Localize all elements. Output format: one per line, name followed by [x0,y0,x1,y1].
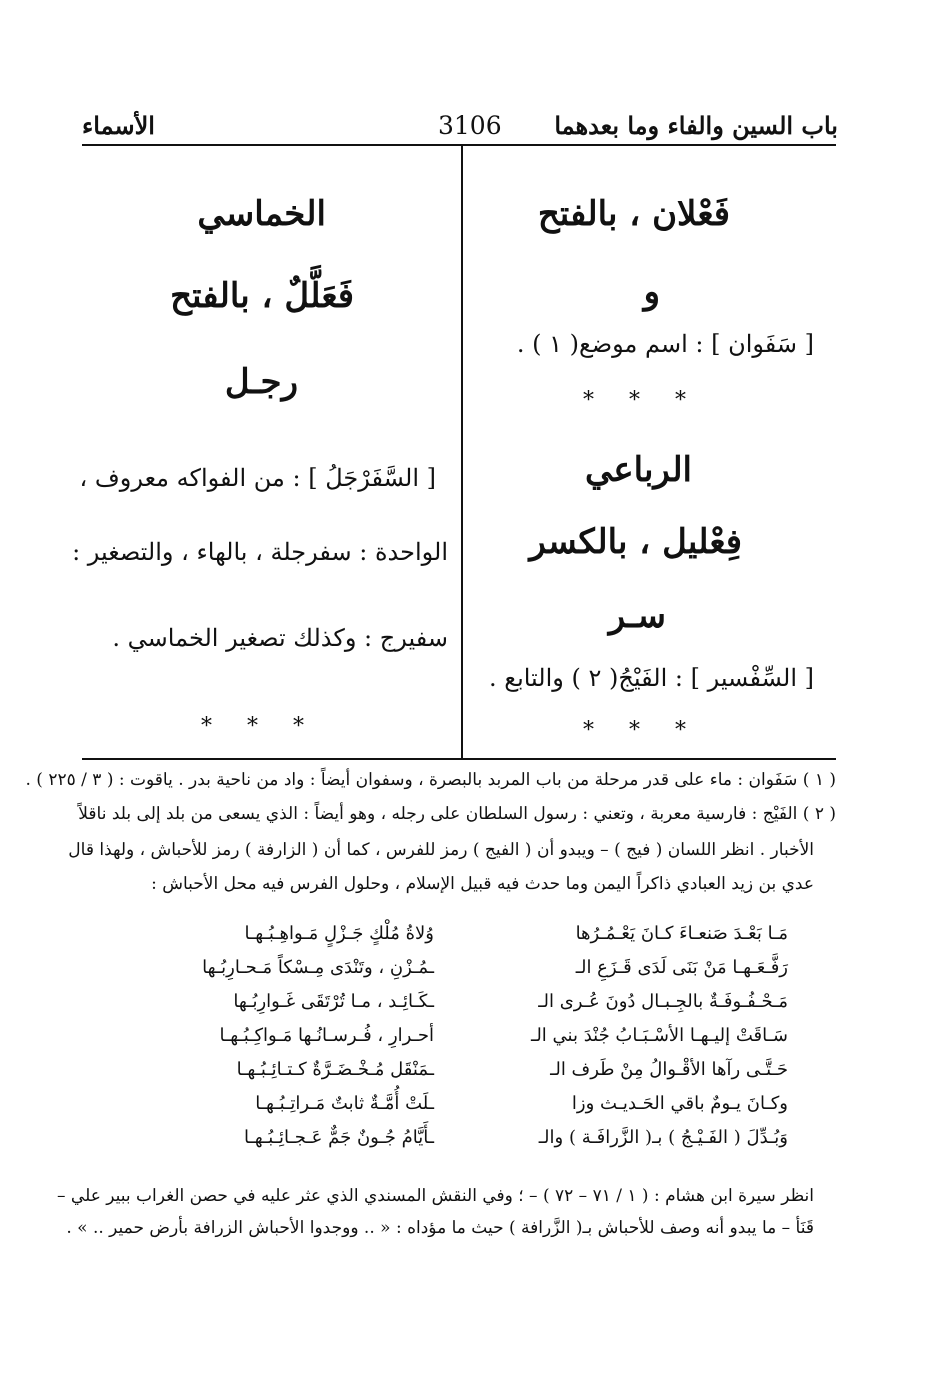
poem-right-3: مَـحْـفُـوفَـةٌ بالجِـبـال دُونَ عُـرى الـ [538,991,788,1012]
running-header-right: باب السين والفاء وما بعدهما [554,111,838,140]
column-divider [461,146,463,758]
footnote-after-1: انظر سيرة ابن هشام : ( ١ / ٧١ – ٧٢ ) – ؛ وفي النقش المسندي الذي عثر عليه في حصن الغراب ببير علي – [57,1186,814,1206]
poem-left-3: ـكَـائِـد ، مـا تُرْتَقَى غَـوارِبُـها [233,991,434,1012]
root-rjl: رجـل [224,362,298,402]
heading-conj: و [643,272,660,312]
footnote-2-line-2: الأخبار . انظر اللسان ( فيج ) – ويبدو أن ( الفيج ) رمز للفرس ، كما أن ( الزارفة ) رمز للأحباش ، ولهذا قال [68,840,814,860]
footnote-rule [82,758,836,760]
entry-safarjal: [ السَّفَرْجَلُ ] : من الفواكه معروف ، [79,464,436,492]
running-header-left: الأسماء [82,111,155,140]
poem-left-4: أحـرارِ ، فُـرسـانُـها مَـواكِـبُـهـا [219,1025,434,1046]
entry-line-3: سفيرج : وكذلك تصغير الخماسي . [112,624,448,652]
poem-left-1: وُلاةُ مُلْكٍ جَـزْلٍ مَـواهِـبُـهـا [244,923,434,944]
heading-khumasi: الخماسي [197,194,326,234]
poem-left-6: ـلَتْ أُمَّـةٌ ثابتٌ مَـراتِـبُـهـا [255,1093,434,1114]
poem-left-5: ـمَنْقَل مُـخْـضَـرَّةٌ كـتـائِـبُـهـا [236,1059,434,1080]
footnote-2-line-1: ( ٢ ) الفَيْج : فارسية معربة ، وتعني : رسول السلطان على رجله ، وهو أيضاً : الذي يسعى من بلد إلى بلد ناقلاً [78,804,836,824]
footnote-2-line-3: عدي بن زيد العبادي ذاكراً اليمن وما حدث فيه قبيل الإسلام ، وحلول الفرس فيه محل الأحباش : [151,874,814,894]
heading-falan: فَعْلان ، بالفتح [537,194,730,234]
entry-line-2: الواحدة : سفرجلة ، بالهاء ، والتصغير : [72,538,448,566]
poem-left-2: ـمُـزْنِ ، وتَنْدَى مِـسْكاً مَـحـارِبُـها [202,957,434,978]
poem-right-2: رَفَّـعَـهـا مَنْ بَنَى لَدَى قَـزَعِ الـ [575,957,788,978]
footnotes [25,768,836,1248]
separator-stars-1: * * * [583,388,700,413]
separator-stars-2: * * * [583,718,700,743]
heading-falallal: فَعَلَّلٌ ، بالفتح [170,276,354,316]
poem-right-4: سَـاقَتْ إليـهـا الأسْـبَـابُ جُنْدَ بني الـ [531,1025,788,1046]
page-number: 3106 [438,111,502,140]
header-rule [82,144,836,146]
root-sr: سـر [608,596,666,636]
poem-right-1: مَـا بَعْـدَ صَنعـاءَ كـانَ يَعْـمُـرُها [575,923,788,944]
footnote-after-2: قَنَأ – ما يبدو أنه وصف للأحباش بـ( الزَّرافة ) حيث ما مؤداه : « .. ووجدوا الأحباش الزرافة بأرض حمير .. » . [66,1218,814,1238]
poem-right-5: حَـتَّـى رآها الأقْـوالُ مِنْ طَرف الـ [550,1059,788,1080]
poem-left-7: ـأَيَّامُ جُـونٌ جَمٌّ عَـجـائِـبُـهـا [243,1127,434,1148]
poem-right-7: وَبُـدِّلَ ( الفَـيْـجُ ) بـ( الزَّرافَـة ) والـ [538,1127,788,1148]
entry-sifsir: [ السِّفْسير ] : الفَيْجُ( ٢ ) والتابع . [489,664,814,692]
footnote-1: ( ١ ) سَفَوان : ماء على قدر مرحلة من باب المربد بالبصرة ، وسفوان أيضاً : واد من ناحية بدر . ياقوت : ( ٣ / ٢٢٥ ) . [25,770,836,790]
heading-rubai: الرباعي [584,450,692,490]
heading-filil: فِعْليل ، بالكسر [529,522,742,562]
separator-stars-3: * * * [201,714,318,739]
entry-safawan: [ سَفَوان ] : اسم موضع( ١ ) . [516,330,814,358]
poem-right-6: وكـانَ يـومٌ باقي الحَـديـث وزا [571,1093,788,1114]
